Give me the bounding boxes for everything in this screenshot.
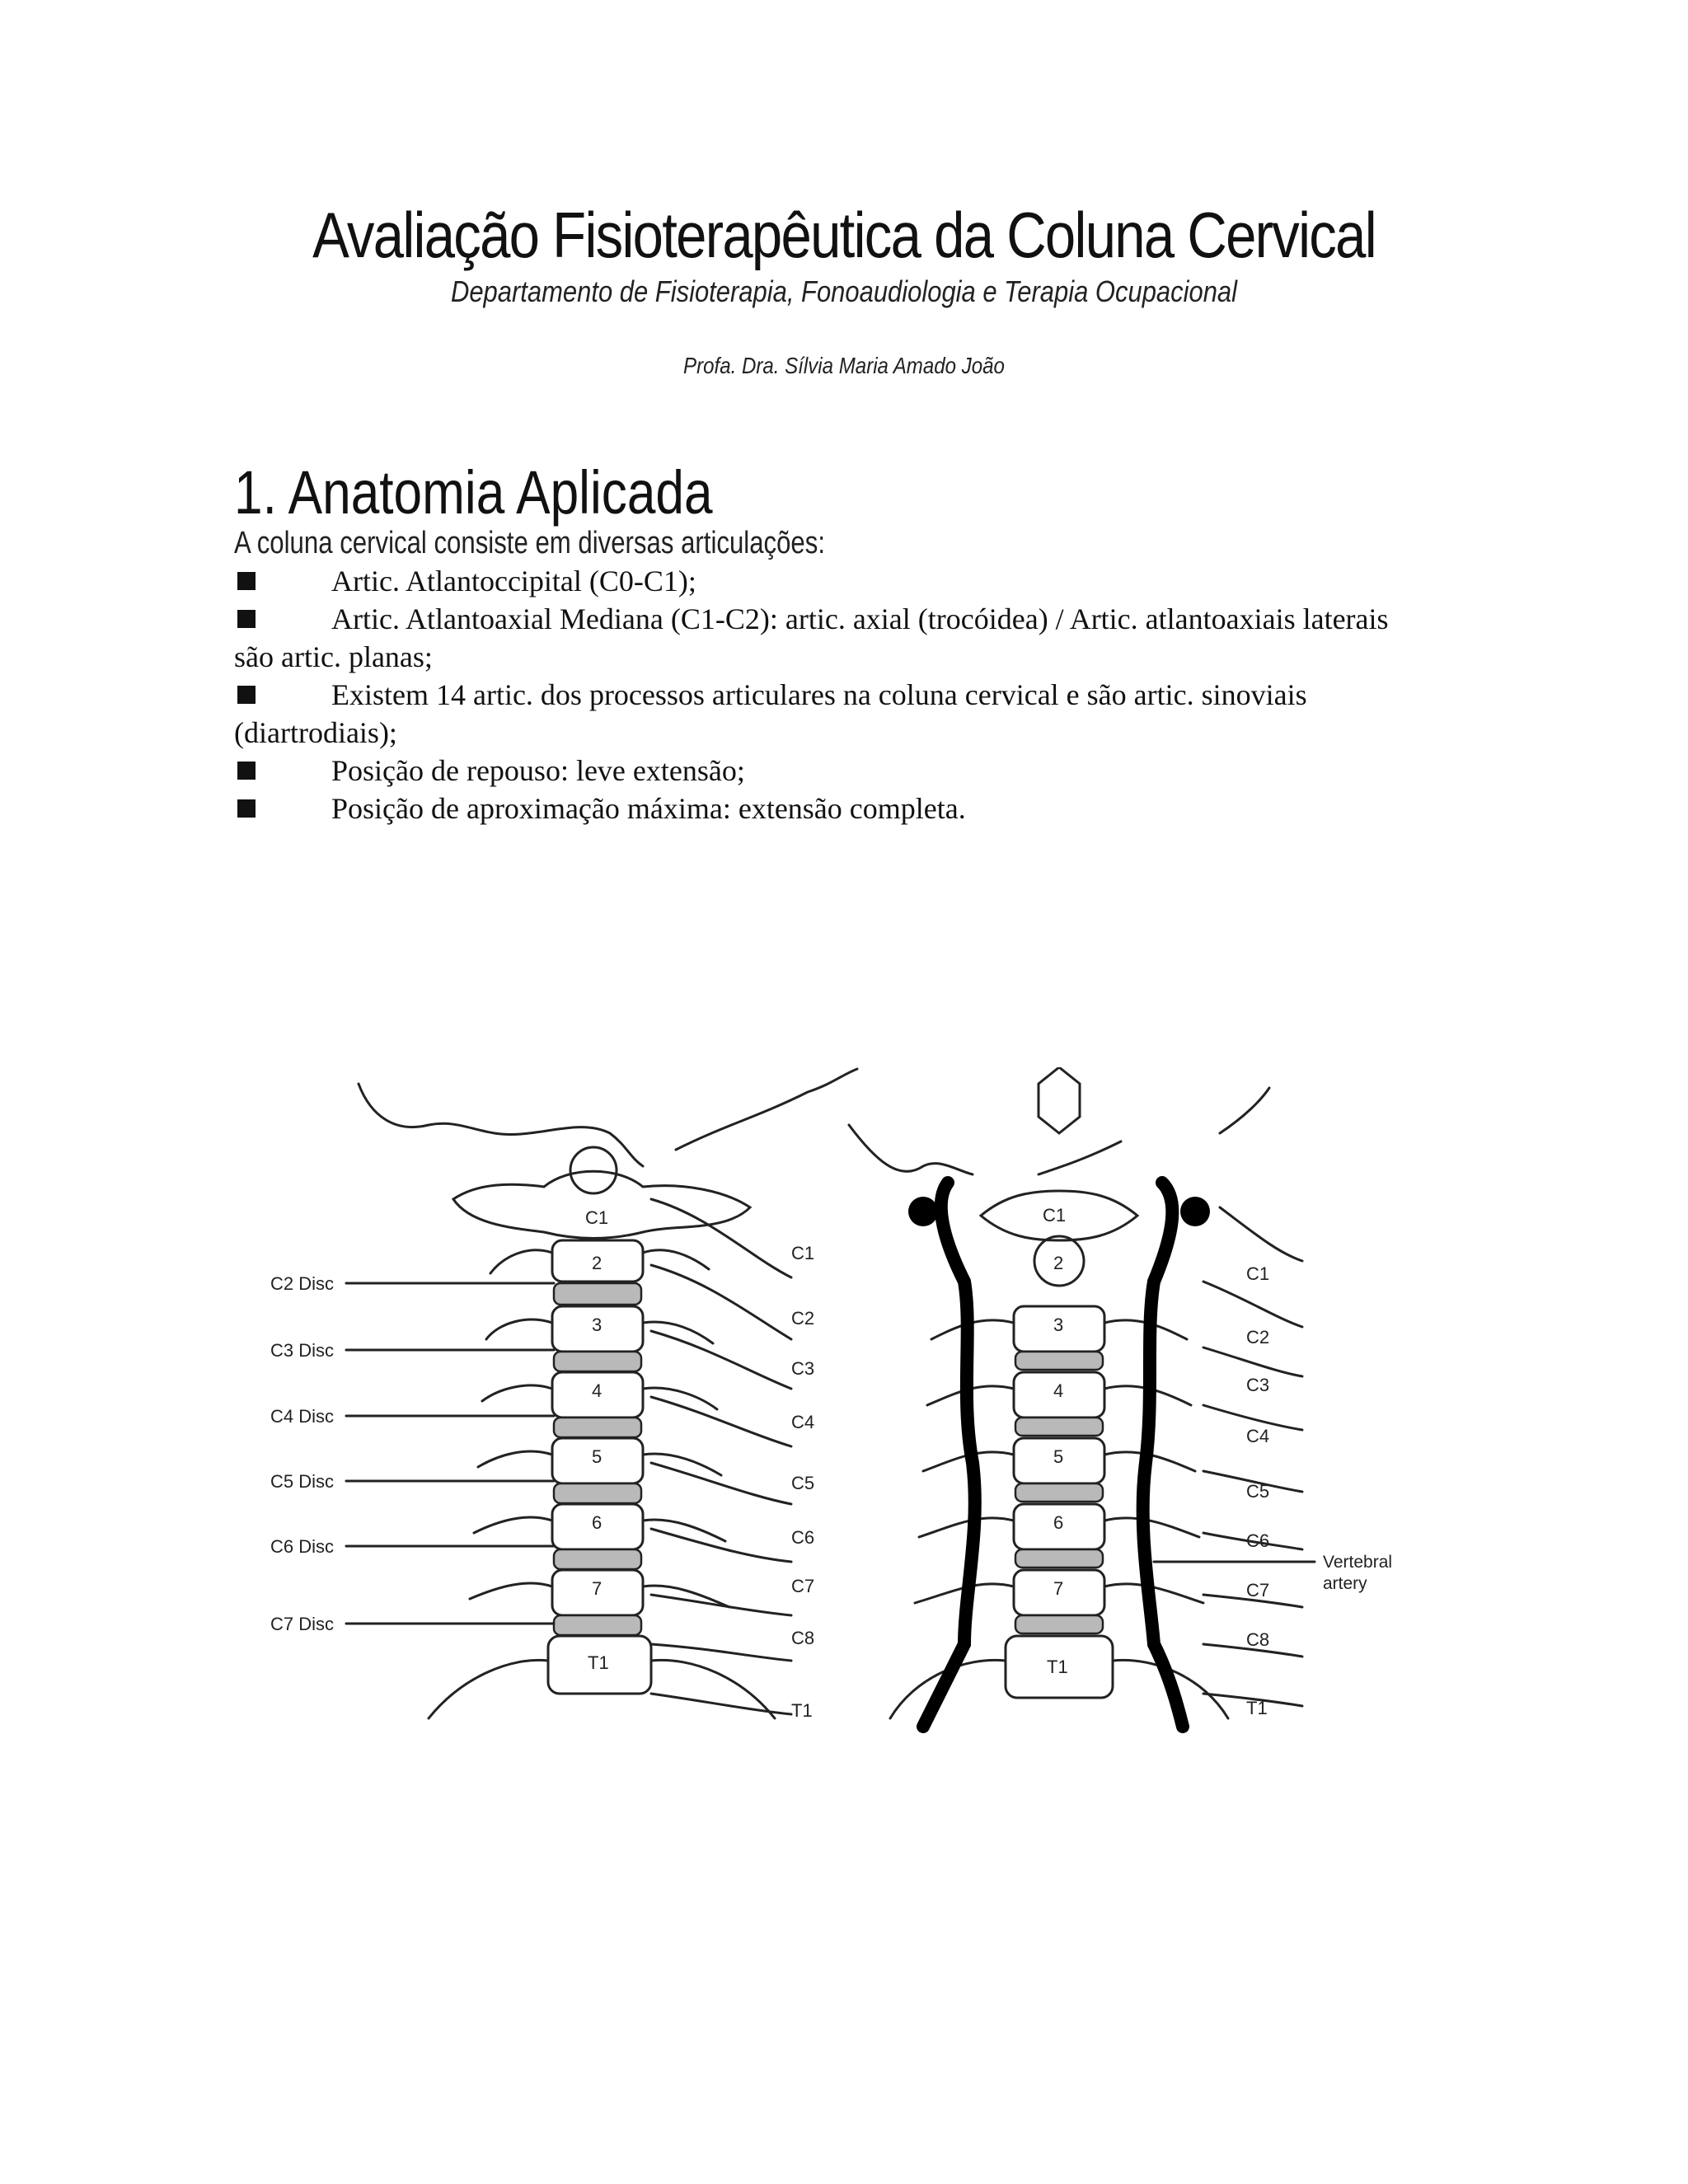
nerve-label: C6 — [1246, 1530, 1270, 1551]
vertebra-label: C1 — [585, 1207, 609, 1228]
disc-label: C7 Disc — [270, 1614, 335, 1634]
vertebra-label: T1 — [1047, 1657, 1068, 1677]
artery-loop — [908, 1197, 938, 1226]
vertebra-label: 4 — [592, 1380, 603, 1401]
list-item-text: Posição de repouso: leve extensão; — [331, 754, 745, 787]
vertebral-artery-right — [1143, 1183, 1183, 1727]
intervertebral-disc — [1015, 1615, 1103, 1633]
square-bullet-icon — [237, 799, 256, 818]
vertebra-label: 6 — [1053, 1512, 1064, 1533]
square-bullet-icon — [237, 572, 256, 590]
intervertebral-disc — [554, 1352, 641, 1371]
author-line: Profa. Dra. Sílvia Maria Amado João — [683, 353, 1005, 378]
document-title: Avaliação Fisioterapêutica da Coluna Cervical — [312, 199, 1376, 271]
square-bullet-icon — [237, 610, 256, 628]
list-item-text: Posição de aproximação máxima: extensão completa. — [331, 792, 966, 825]
list-item — [234, 562, 1421, 600]
intervertebral-disc — [554, 1418, 641, 1437]
nerve-root — [651, 1644, 791, 1661]
nerve-root — [651, 1463, 791, 1504]
nerve-label: C3 — [1246, 1375, 1270, 1395]
bullet-list — [234, 562, 1421, 827]
nerve-root — [651, 1694, 791, 1714]
nerve-root — [651, 1331, 791, 1389]
list-item-text: Artic. Atlantoaxial Mediana (C1-C2): artic. axial (trocóidea) / Artic. atlantoaxiais laterais são artic. planas; — [234, 602, 1389, 673]
vertebra-label: 4 — [1053, 1380, 1064, 1401]
nerve-root — [1220, 1207, 1302, 1261]
nerve-root — [651, 1529, 791, 1562]
disc-label: C3 Disc — [270, 1340, 335, 1361]
nerve-label: C7 — [791, 1576, 815, 1596]
skull-base-outline — [676, 1069, 857, 1150]
vertebra-label: 6 — [592, 1512, 603, 1533]
intervertebral-disc — [1015, 1483, 1103, 1502]
department-subtitle: Departamento de Fisioterapia, Fonoaudiologia e Terapia Ocupacional — [450, 274, 1238, 308]
intervertebral-disc — [1015, 1352, 1103, 1370]
list-item-text: Artic. Atlantoccipital (C0-C1); — [331, 565, 696, 598]
intervertebral-disc — [554, 1283, 641, 1305]
vertebra-label: T1 — [588, 1652, 609, 1673]
nerve-label: T1 — [1246, 1698, 1268, 1718]
atlas-c1 — [453, 1171, 750, 1238]
square-bullet-icon — [237, 686, 256, 704]
cervical-spine-illustration — [264, 1067, 1434, 1743]
intervertebral-disc — [1015, 1418, 1103, 1436]
disc-label: C5 Disc — [270, 1471, 335, 1492]
vertebra-label: 2 — [592, 1253, 603, 1273]
nerve-label: C1 — [1246, 1263, 1270, 1284]
nerve-root — [1203, 1282, 1302, 1327]
disc-label: C4 Disc — [270, 1406, 335, 1427]
nerve-label: C4 — [791, 1412, 815, 1432]
nerve-root — [651, 1595, 791, 1615]
nerve-root — [651, 1397, 791, 1446]
nerve-label: C4 — [1246, 1426, 1270, 1446]
artery-loop — [1180, 1197, 1210, 1226]
nerve-label: C6 — [791, 1527, 815, 1548]
nerve-label: C5 — [791, 1473, 815, 1493]
nerve-root — [651, 1265, 791, 1339]
intervertebral-disc — [554, 1615, 641, 1635]
vertebra-label: 3 — [1053, 1315, 1064, 1335]
right-spine-diagram — [849, 1067, 1315, 1727]
intervertebral-disc — [1015, 1549, 1103, 1568]
nerve-label: C7 — [1246, 1580, 1270, 1601]
nerve-label: T1 — [791, 1700, 813, 1721]
nerve-label: C8 — [1246, 1629, 1270, 1650]
vertebral-artery-left — [923, 1183, 975, 1727]
vertebra-label: 2 — [1053, 1253, 1064, 1273]
vertebra-label: 7 — [592, 1578, 603, 1599]
vertebra-label: 3 — [592, 1315, 603, 1335]
list-item — [234, 790, 1421, 827]
artery-label-line1: Vertebral — [1323, 1553, 1393, 1572]
nerve-label: C3 — [791, 1358, 815, 1379]
square-bullet-icon — [237, 762, 256, 780]
cervical-spine-figure — [264, 1067, 1434, 1743]
list-item — [234, 600, 1421, 676]
artery-label-line2: artery — [1323, 1574, 1367, 1593]
nerve-root — [1203, 1347, 1302, 1376]
disc-label: C6 Disc — [270, 1536, 335, 1557]
vertebra-label: 5 — [592, 1446, 603, 1467]
list-item — [234, 752, 1421, 790]
nerve-label: C2 — [1246, 1327, 1270, 1347]
nerve-label: C5 — [1246, 1481, 1270, 1502]
section-intro: A coluna cervical consiste em diversas articulações: — [234, 526, 826, 560]
vertebra-label: 5 — [1053, 1446, 1064, 1467]
intervertebral-disc — [554, 1549, 641, 1569]
nerve-label: C1 — [791, 1243, 815, 1263]
vertebra-label: 7 — [1053, 1578, 1064, 1599]
skull-base-outline — [1039, 1088, 1269, 1174]
section-heading: 1. Anatomia Aplicada — [234, 458, 713, 527]
intervertebral-disc — [554, 1483, 641, 1503]
list-item-text: Existem 14 artic. dos processos articulares na coluna cervical e são artic. sinoviais (diartrodiais); — [234, 678, 1307, 749]
disc-label: C2 Disc — [270, 1273, 335, 1294]
nerve-label: C2 — [791, 1308, 815, 1329]
occipital-outline — [1039, 1067, 1080, 1133]
vertebra-label: C1 — [1043, 1205, 1067, 1226]
skull-base-outline — [849, 1125, 973, 1174]
nerve-label: C8 — [791, 1628, 815, 1648]
list-item — [234, 676, 1421, 752]
nerve-root — [651, 1199, 791, 1277]
skull-base-outline — [359, 1084, 643, 1166]
